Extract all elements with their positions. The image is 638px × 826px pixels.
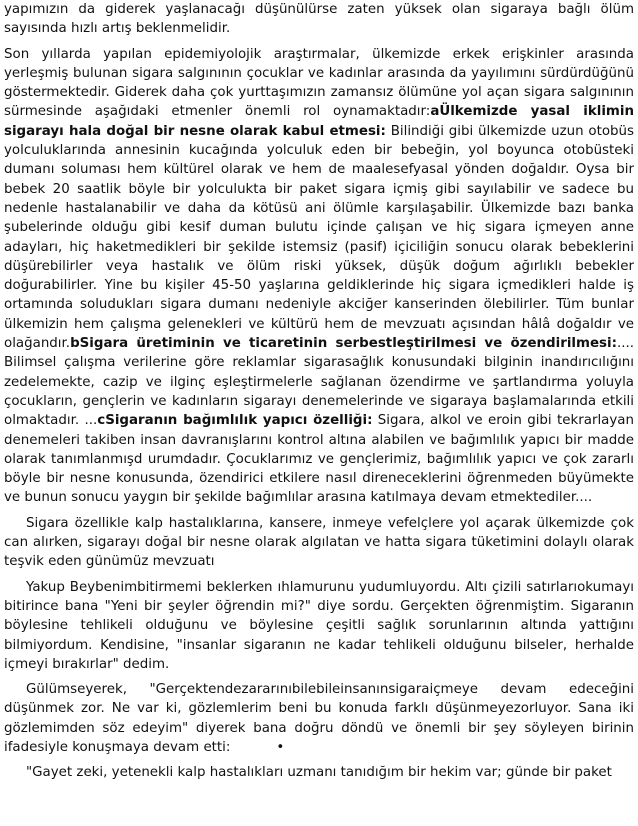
paragraph-2-text-3: .... Bilimsel çalışma verilerine göre reklamlar sigarasağlık konusundaki bilginin inandırıcılığını zedelemekte, cazip ve ilginç eşleştirmelerle sağlanan özendirme ve şartlandırma yoluyla çocukların, gençlerin ve kadınların sigarayı denemelerinde ve sigaraya başlamalarında etkili olmaktadır. ... [4,336,634,429]
bullet-icon: • [276,739,285,755]
paragraph-6: "Gayet zeki, yetenekli kalp hastalıkları uzmanı tanıdığım bir hekim var; günde bir paket [26,765,612,781]
heading-c-bagimlilik: cSigaranın bağımlılık yapıcı özelliği: [97,413,373,429]
paragraph-3: Sigara özellikle kalp hastalıklarına, kansere, inmeye vefelçlere yol açarak ülkemizde çok can alırken, sigarayı doğal bir nesne olarak algılatan ve hatta sigara tüketimini dolaylı olarak teşvik eden günümüz mevzuatı [4,515,634,570]
paragraph-5 [4,680,634,757]
paragraph-2-text-2: Bilindiği gibi ülkemizde uzun otobüs yolculuklarında annesinin kucağında yolculuk eden bir bebeğin, yol boyunca otobüsteki dumanı soluması hem kültürel olarak ve hem de maalesefyasal yönden doğaldır. Oysa bir bebek 20 saatlik böyle bir yolculukta bir paket sigara içmiş gibi sayılabilir ve sadece bu nedenle hastalanabilir ve daha da kötüsü ani ölümle karşılaşabilir. Ülkemizde bazı banka şubelerinde olduğu gibi kesif duman bulutu içinde çalışan ve hiç sigara içmeyen anne adayları, hiç haketmedikleri bir şekilde istemsiz (pasif) içiciliğin sonucu olarak bebeklerini düşürebilirler veya hastalık ve ölüm riski yüksek, düşük doğum ağırlıklı bebekler doğurabilirler. Yine bu kişiler 45-50 yaşlarına geldiklerinde hiç sigara içmedikleri halde iş ortamında soludukları sigara dumanı nedeniyle akciğer kanserinden ölebilirler. Tüm bunlar ülkemizin hem çalışma gelenekleri ve kültürü hem de mevzuatı açısından hâlâ doğaldır ve olağandır. [4,123,635,352]
heading-b-sigara-uretimi: bSigara üretiminin ve ticaretinin serbestleştirilmesi ve özendirilmesi: [70,336,617,352]
paragraph-5-text: Gülümseyerek, "Gerçektendezararınıbilebileinsanınsigaraiçmeye devam edeceğini düşünmek zor. Ne var ki, gözlemlerim beni bu konuda farklı düşünmeyezorluyor. Sana iki gözlemimden söz edeyim" diyerek bana doğru döndü ve önemli bir şey söyleyen birinin ifadesiyle konuşmaya devam etti: [4,682,634,755]
paragraph-4: Yakup Beybenimbitirmemi beklerken ıhlamurunu yudumluyordu. Altı çizili satırlarıokumayı bitirince bana "Yeni bir şeyler öğrendin mi?" diye sordu. Gerçekten öğrenmiştim. Sigaranın böylesine tehlikeli olduğunu ve böylesine çeşitli sağlık sorunlarının altında yattığını bilmiyordum. Kendisine, "insanlar sigaranın ne kadar tehlikeli olduğunu bilseler, herhalde içmeyi bırakırlar" dedim. [4,579,634,672]
heading-a-yasal-iklim: aÜlkemizde yasal iklimin sigarayı hala doğal bir nesne olarak kabul etmesi: [4,104,634,139]
paragraph-1: yapımızın da giderek yaşlanacağı düşünülürse zaten yüksek olan sigaraya bağlı ölüm sayısında hızlı artış beklenmelidir. [4,2,634,37]
paragraph-2-text-1: Son yıllarda yapılan epidemiyolojik araştırmalar, ülkemizde erkek erişkinler arasında yerleşmiş bulunan sigara salgınının çocuklar ve kadınlar arasında da yayılımını sürdürdüğünü göstermektedir. Giderek daha çok yurttaşımızın zamansız ölümüne yol açan sigara salgınının sürmesinde aşağıdaki etmenler önemli rol oynamaktadır: [4,46,634,120]
paragraph-2 [4,45,634,508]
paragraph-2-text-4: Sigara, alkol ve eroin gibi tekrarlayan denemeleri takiben insan davranışlarını kontrol altına alabilen ve bağımlılık yapıcı bir madde olarak tanımlanmışd urumdadır. Çocuklarımız ve gençlerimiz, bağımlılık yapıcı ve çok zararlı böyle bir nesne konusunda, özendirici etkilere nasıl direneceklerini öğrenmeden büyümekte ve bunun sonucu yaygın bir şekilde bağımlılar arasına katılmaya devam etmektediler.... [4,413,634,506]
